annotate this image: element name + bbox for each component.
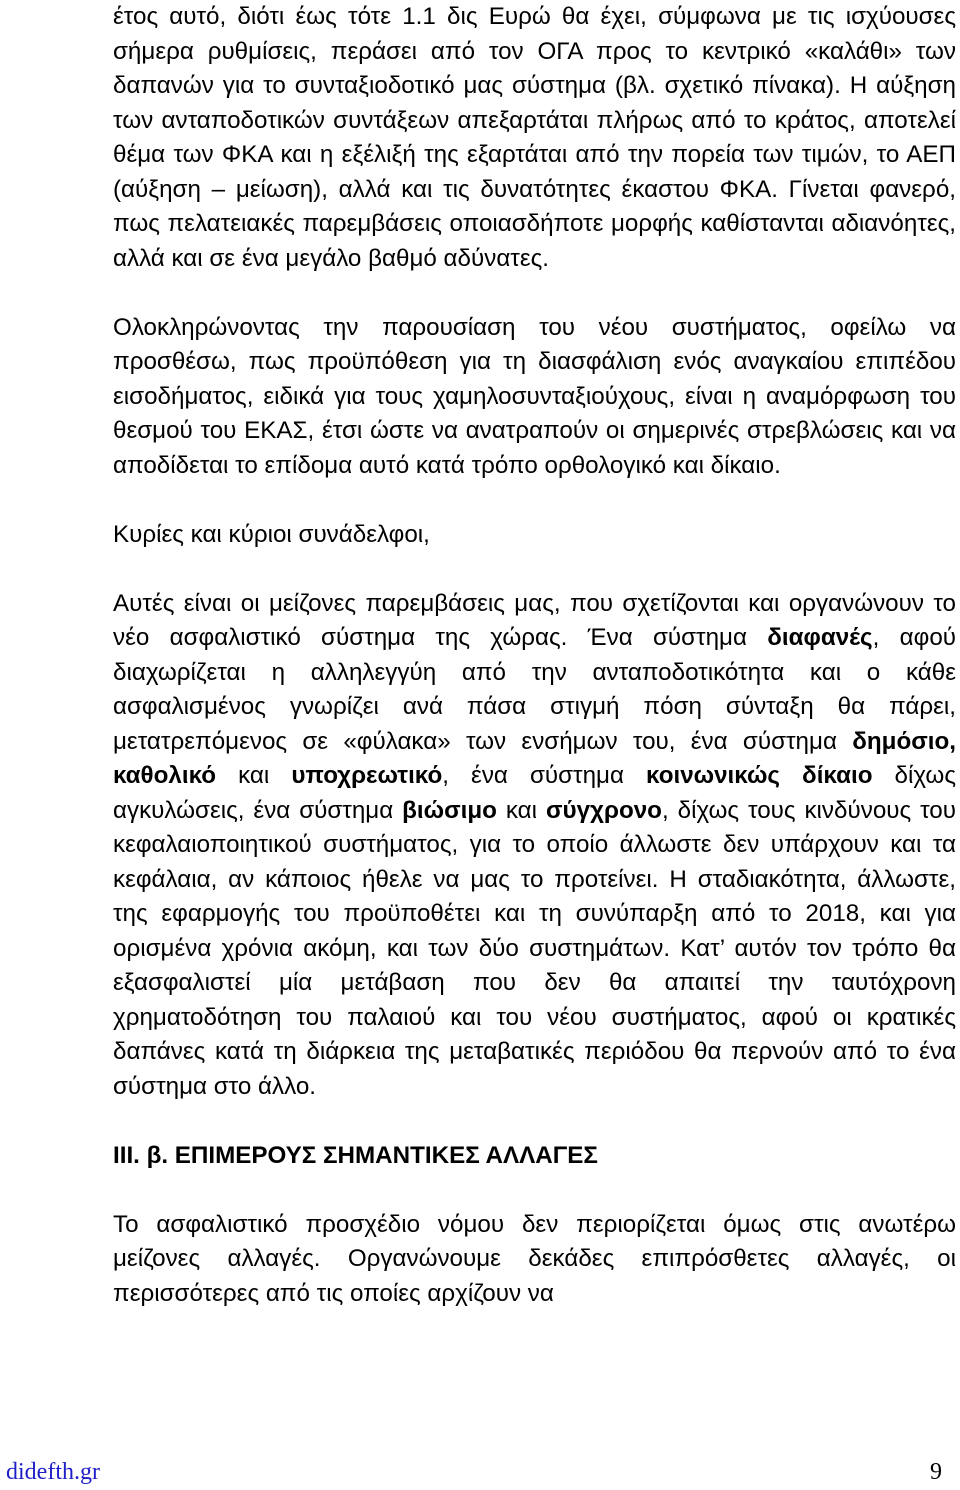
bold-term: υποχρεωτικό [291, 762, 443, 789]
paragraph-gap [113, 1173, 956, 1208]
paragraph-gap [113, 1104, 956, 1139]
paragraph [113, 587, 956, 1105]
paragraph-gap [113, 483, 956, 518]
salutation: Κυρίες και κύριοι συνάδελφοι, [113, 520, 430, 548]
bold-term: κοινωνικώς δίκαιο [646, 762, 873, 789]
paragraph-gap [113, 276, 956, 311]
text-run: , ένα σύστημα [442, 762, 647, 789]
footer-site-link[interactable]: didefth.gr [6, 1459, 100, 1485]
section-heading: III. β. ΕΠΙΜΕΡΟΥΣ ΣΗΜΑΝΤΙΚΕΣ ΑΛΛΑΓΕΣ [113, 1141, 598, 1169]
paragraph-gap [113, 552, 956, 587]
text-run: , δίχως τους κινδύνους του κεφαλαιοποιητικού συστήματος, για το οποίο άλλωστε δεν υπάρχουν και τα κεφάλαια, αν κάποιος ήθελε να μας το προτείνει. Η σταδιακότητα, άλλωστε, της εφαρμογής του προϋποθέτει και τη συνύπαρξη από το 2018, και για ορισμένα χρόνια ακόμη, και των δύο συστημάτων. Κατ’ αυτόν τον τρόπο θα εξασφαλιστεί μία μετάβαση που δεν θα απαιτεί την ταυτόχρονη χρηματοδότηση του παλαιού και του νέου συστήματος, αφού οι κρατικές δαπάνες κατά τη διάρκεια της μεταβατικές περιόδου θα περνούν από το ένα σύστημα στο άλλο. [113, 796, 956, 1100]
paragraph: Ολοκληρώνοντας την παρουσίαση του νέου συστήματος, οφείλω να προσθέσω, πως προϋπόθεση για τη διασφάλιση ενός αναγκαίου επιπέδου εισοδήματος, ειδικά για τους χαμηλοσυνταξιούχους, είναι η αναμόρφωση του θεσμού του ΕΚΑΣ, έτσι ώστε να ανατραπούν οι σημερινές στρεβλώσεις και να αποδίδεται το επίδομα αυτό κατά τρόπο ορθολογικό και δίκαιο. [113, 313, 956, 479]
text-run: δίχως αγκυλώσεις, ένα σύστημα [113, 762, 956, 824]
text-run: και [496, 796, 546, 824]
bold-term: σύγχρονο [545, 796, 662, 824]
paragraph: έτος αυτό, διότι έως τότε 1.1 δις Ευρώ θα έχει, σύμφωνα με τις ισχύουσες σήμερα ρυθμίσεις, περάσει από τον ΟΓΑ προς το κεντρικό «καλάθι» των δαπανών για το συνταξιοδοτικό μας σύστημα (βλ. σχετικό πίνακα). Η αύξηση των ανταποδοτικών συντάξεων απεξαρτάται πλήρως από το κράτος, αποτελεί θέμα των ΦΚΑ και η εξέλιξή της εξαρτάται από την πορεία των τιμών, το ΑΕΠ (αύξηση – μείωση), αλλά και τις δυνατότητες έκαστου ΦΚΑ. Γίνεται φανερό, πως πελατειακές παρεμβάσεις οποιασδήποτε μορφής καθίστανται αδιανόητες, αλλά και σε ένα μεγάλο βαθμό αδύνατες. [113, 3, 956, 272]
text-run: Αυτές είναι οι μείζονες παρεμβάσεις μας, που σχετίζονται και οργανώνουν το νέο ασφαλιστικό σύστημα της χώρας. Ένα σύστημα [113, 589, 956, 651]
bold-term: δημόσιο, καθολικό [113, 727, 956, 789]
bold-term: βιώσιμο [402, 796, 497, 824]
bold-term: διαφανές [767, 624, 873, 651]
document-body [113, 0, 956, 1311]
text-run: και [216, 762, 292, 789]
text-run: , αφού διαχωρίζεται η αλληλεγγύη από την ανταποδοτικότητα και ο κάθε ασφαλισμένος γνωρίζει ανά πάσα στιγμή πόση σύνταξη θα πάρει, μετατρεπόμενος σε «φύλακα» των ενσήμων του, ένα σύστημα [113, 624, 956, 755]
paragraph: Το ασφαλιστικό προσχέδιο νόμου δεν περιορίζεται όμως στις ανωτέρω μείζονες αλλαγές. Οργανώνουμε δεκάδες επιπρόσθετες αλλαγές, οι περισσότερες από τις οποίες αρχίζουν να [113, 1210, 956, 1307]
page-number: 9 [930, 1459, 942, 1485]
